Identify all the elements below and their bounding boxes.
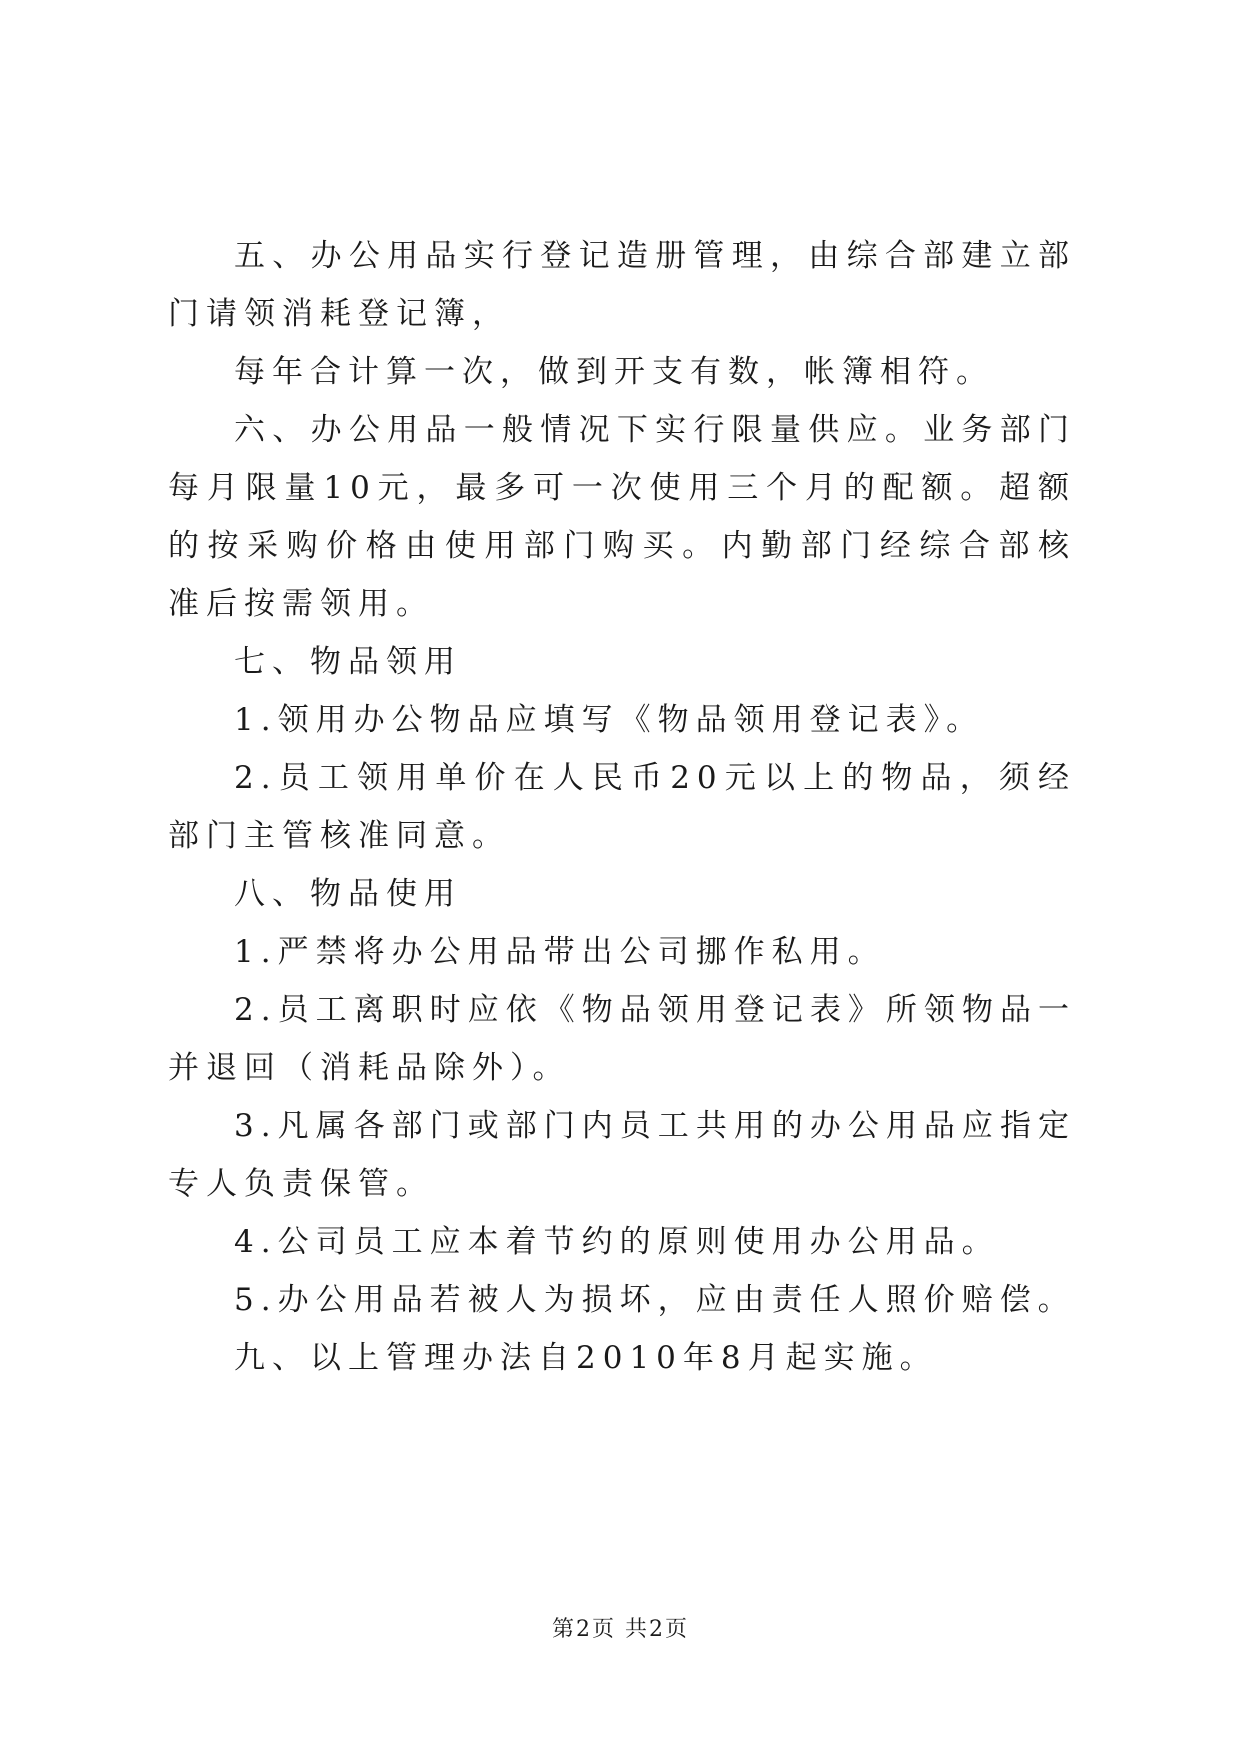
document-body bbox=[168, 227, 1076, 1387]
page-number-footer: 第2页 共2页 bbox=[552, 1617, 689, 1642]
heading-section-7: 七、物品领用 bbox=[234, 644, 462, 680]
list-item-8-4: 4.公司员工应本着节约的原则使用办公用品。 bbox=[234, 1224, 1000, 1260]
paragraph-section-9: 九、以上管理办法自2010年8月起实施。 bbox=[234, 1340, 938, 1376]
list-item-8-2: 2.员工离职时应依《物品领用登记表》所领物品一并退回（消耗品除外）。 bbox=[168, 992, 1076, 1086]
list-item-7-2: 2.员工领用单价在人民币20元以上的物品，须经部门主管核准同意。 bbox=[168, 760, 1076, 854]
paragraph-section-6: 六、办公用品一般情况下实行限量供应。业务部门每月限量10元，最多可一次使用三个月的配额。超额的按采购价格由使用部门购买。内勤部门经综合部核准后按需领用。 bbox=[168, 412, 1076, 622]
list-item-8-5: 5.办公用品若被人为损坏，应由责任人照价赔偿。 bbox=[234, 1282, 1076, 1318]
list-item-7-1: 1.领用办公物品应填写《物品领用登记表》。 bbox=[234, 702, 985, 738]
paragraph-section-5-continued: 每年合计算一次，做到开支有数，帐簿相符。 bbox=[234, 354, 994, 390]
heading-section-8: 八、物品使用 bbox=[234, 876, 462, 912]
list-item-8-3: 3.凡属各部门或部门内员工共用的办公用品应指定专人负责保管。 bbox=[168, 1108, 1076, 1202]
list-item-8-1: 1.严禁将办公用品带出公司挪作私用。 bbox=[234, 934, 886, 970]
paragraph-section-5: 五、办公用品实行登记造册管理，由综合部建立部门请领消耗登记簿， bbox=[168, 238, 1076, 332]
